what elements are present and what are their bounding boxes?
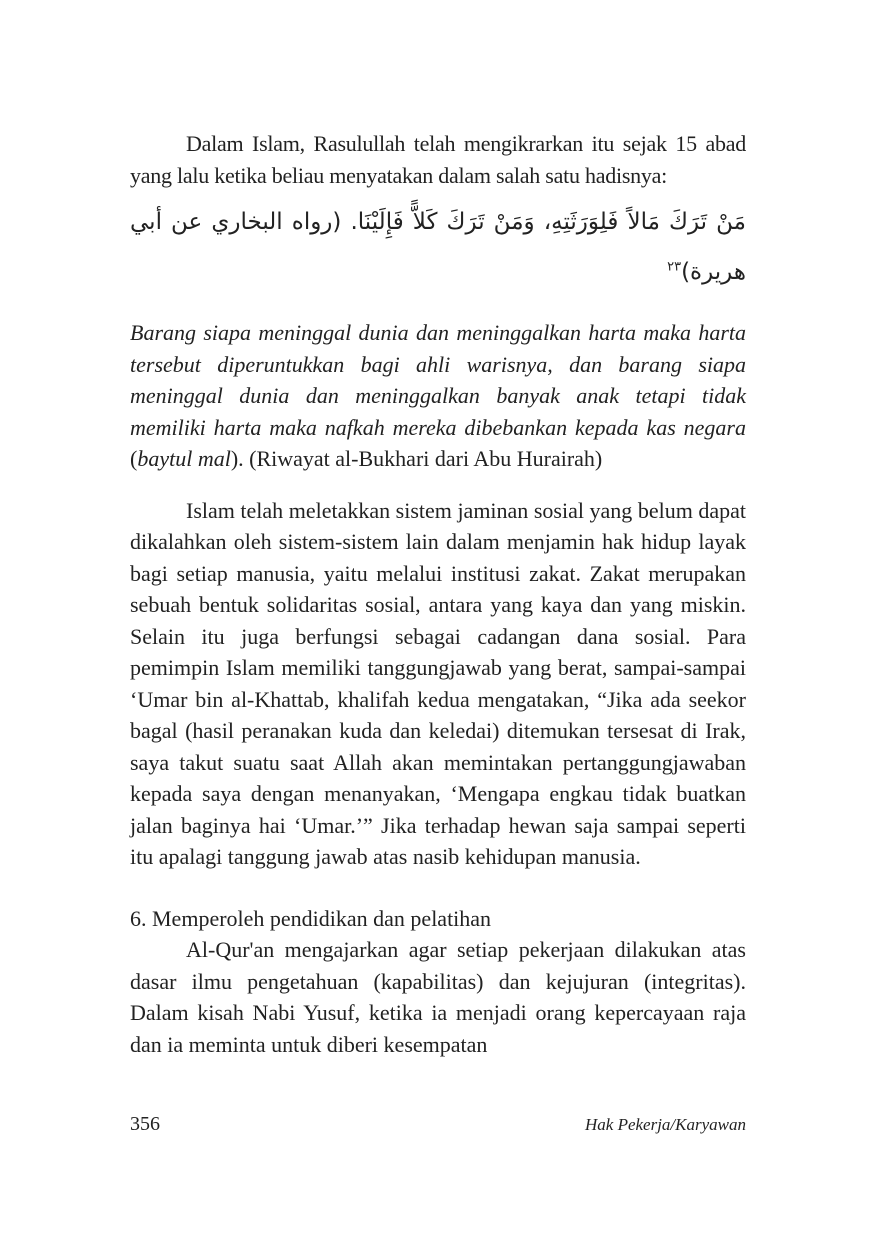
section-heading: 6. Memperoleh pendidikan dan pelatihan [130, 905, 492, 931]
intro-paragraph: Dalam Islam, Rasulullah telah mengikrarkan itu sejak 15 abad yang lalu ketika beliau menyatakan dalam salah satu hadisnya: [130, 131, 746, 188]
hadith-arabic [130, 197, 746, 297]
translation-open-paren: ( [130, 446, 138, 471]
social-security-paragraph: Islam telah meletakkan sistem jaminan sosial yang belum dapat dikalahkan oleh sistem-sistem lain dalam menjamin hak hidup layak bagi setiap manusia, yaitu melalui institusi zakat. Zakat merupakan sebuah bentuk solidaritas sosial, antara yang kaya dan yang miskin. Selain itu juga berfungsi sebagai cadangan dana sosial. Para pemimpin Islam memiliki tanggungjawab yang berat, sampai-sampai ‘Umar bin al-Khattab, khalifah kedua mengatakan, “Jika ada seekor bagal (hasil peranakan kuda dan keledai) ditemukan tersesat di Irak, saya takut suatu saat Allah akan memintakan pertanggungjawaban kepada saya dengan menanyakan, ‘Mengapa engkau tidak buatkan jalan baginya hai ‘Umar.’” Jika terhadap hewan saja sampai seperti itu apalagi tanggung jawab atas nasib kehidupan manusia. [130, 497, 746, 869]
education-paragraph: Al-Qur'an mengajarkan agar setiap pekerjaan dilakukan atas dasar ilmu pengetahuan (kapabilitas) dan kejujuran (integritas). Dalam kisah Nabi Yusuf, ketika ia menjadi orang kepercayaan raja dan ia meminta untuk diberi kesempatan [130, 937, 746, 1057]
translation-source: ). (Riwayat al-Bukhari dari Abu Hurairah) [230, 446, 603, 471]
translation-italic: Barang siapa meninggal dunia dan meninggalkan harta maka harta tersebut diperuntukkan bagi ahli warisnya, dan barang siapa meninggal dunia dan meninggalkan banyak anak tetapi tidak memiliki harta maka nafkah mereka dibebankan kepada kas negara [130, 320, 746, 440]
footnote-ref: ٢٣ [667, 259, 682, 275]
running-title: Hak Pekerja/Karyawan [585, 1115, 746, 1134]
hadith-translation [130, 317, 746, 475]
page-number: 356 [130, 1113, 160, 1135]
translation-term: baytul mal [137, 446, 231, 471]
hadith-arabic-text: مَنْ تَرَكَ مَالاً فَلِوَرَثَتِهِ، وَمَنْ تَرَكَ كَلاًّ فَإِلَيْنَا. (رواه البخاري عن أبي هريرة) [130, 209, 746, 285]
page-body [130, 128, 746, 1060]
page-footer [130, 1113, 746, 1139]
